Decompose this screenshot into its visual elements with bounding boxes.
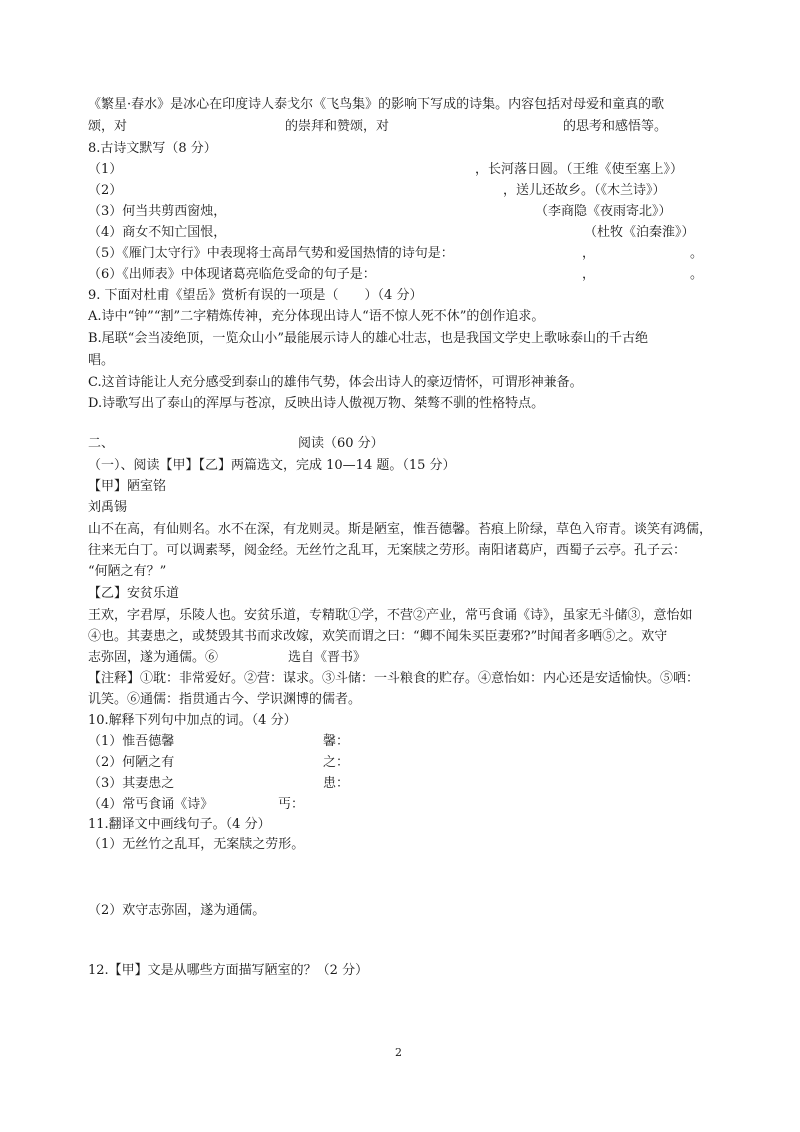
q9-option-d: D.诗歌写出了泰山的浑厚与苍凉，反映出诗人傲视万物、桀骜不驯的性格特点。: [88, 396, 545, 411]
q9-option-b-line2: 唱。: [88, 353, 115, 368]
q9-option-b-line1: B.尾联“会当凌绝顶，一览众山小”最能展示诗人的雄心壮志，也是我国文学史上歌咏泰山的千古绝: [88, 331, 648, 346]
q8-item-3-right: （李商隐《夜雨寄北》）: [535, 204, 672, 219]
intro-line-2c: 的思考和感悟等。: [563, 119, 668, 134]
jia-text-line3: “何陋之有？”: [88, 564, 167, 579]
q10-item-2: （2）何陋之有: [88, 755, 175, 770]
q9-option-a: A.诗中“钟”“割”二字精炼传神，充分体现出诗人“语不惊人死不休”的创作追求。: [88, 309, 545, 324]
q8-item-4-left: （4）商女不知亡国恨，: [88, 225, 227, 240]
yi-text-line3: 志弥固，遂为通儒。⑥: [88, 650, 219, 665]
q10-answer-1-label: 馨：: [323, 734, 350, 749]
yi-title: 【乙】安贫乐道: [88, 586, 180, 601]
q10-item-3: （3）其妻患之: [88, 776, 175, 791]
yi-source: 选自《晋书》: [288, 650, 367, 665]
q8-title: 8.古诗文默写（8 分）: [88, 141, 217, 156]
q9-option-c: C.这首诗能让人充分感受到泰山的雄伟气势，体会出诗人的豪迈情怀，可谓形神兼备。: [88, 375, 583, 390]
q10-answer-4-label: 丐：: [278, 797, 305, 812]
intro-line-2b: 的崇拜和赞颂，对: [285, 119, 390, 134]
page-number: 2: [395, 1046, 402, 1059]
q8-item-2-num: （2）: [88, 183, 123, 198]
q8-item-6-comma: ，: [582, 267, 596, 282]
q11-title: 11.翻译文中画线句子。（4 分）: [88, 817, 271, 832]
yi-text-line1: 王欢，字君厚，乐陵人也。安贫乐道，专精耽①学，不营②产业，常丐食诵《诗》，虽家无斗储③，意怡如: [88, 608, 693, 623]
yi-text-line2: ④也。其妻患之，或焚毁其书而求改嫁，欢笑而谓之曰：“卿不闻朱买臣妻邪?”时闻者多哂⑤之。欢守: [88, 629, 668, 644]
q10-title: 10.解释下列句中加点的词。（4 分）: [88, 713, 297, 728]
q10-item-1: （1）惟吾德馨: [88, 734, 175, 749]
section-2-number: 二、: [88, 436, 115, 451]
jia-text-line2: 往来无白丁。可以调素琴，阅金经。无丝竹之乱耳，无案牍之劳形。南阳诸葛庐，西蜀子云亭。孔子云：: [88, 543, 687, 558]
intro-line-2a: 颂，对: [88, 119, 128, 134]
q10-answer-3-label: 患：: [323, 776, 350, 791]
jia-text-line1: 山不在高，有仙则名。水不在深，有龙则灵。斯是陋室，惟吾德馨。苔痕上阶绿，草色入帘青。谈笑有鸿儒，: [88, 522, 713, 537]
q8-item-1-text: ，长河落日圆。（王维《使至塞上》）: [475, 162, 684, 177]
q8-item-5-comma: ，: [582, 246, 596, 261]
q9-title: 9. 下面对杜甫《望岳》赏析有误的一项是（ ）（4 分）: [88, 288, 423, 303]
q10-answer-2-label: 之：: [323, 755, 350, 770]
section-2-title: 阅读（60 分）: [298, 436, 384, 451]
q8-item-5-left: （5）《雁门太守行》中表现将士高昂气势和爱国热情的诗句是：: [88, 246, 454, 261]
q8-item-6-end: 。: [690, 267, 704, 282]
jia-author: 刘禹锡: [88, 500, 128, 515]
q8-item-3-left: （3）何当共剪西窗烛，: [88, 204, 227, 219]
q8-item-1-num: （1）: [88, 162, 123, 177]
q8-item-4-right: （杜牧《泊秦淮》）: [584, 225, 695, 240]
jia-title: 【甲】陋室铭: [88, 479, 167, 494]
q11-sentence-1: （1）无丝竹之乱耳，无案牍之劳形。: [88, 837, 305, 852]
notes-line1: 【注释】①耽：非常爱好。②营：谋求。③斗储：一斗粮食的贮存。④意怡如：内心还是安适愉快。⑤哂：: [88, 671, 700, 686]
q10-item-4: （4）常丐食诵《诗》: [88, 797, 214, 812]
notes-line2: 讥笑。⑥通儒：指贯通古今、学识渊博的儒者。: [88, 692, 362, 707]
intro-line-1: 《繁星·春水》是冰心在印度诗人泰戈尔《飞鸟集》的影响下写成的诗集。内容包括对母爱和童真的歌: [88, 97, 665, 112]
q11-sentence-2: （2）欢守志弥固，遂为通儒。: [88, 903, 266, 918]
q8-item-5-end: 。: [690, 246, 704, 261]
q8-item-6-left: （6）《出师表》中体现诸葛亮临危受命的句子是：: [88, 267, 376, 282]
q12-title: 12.【甲】文是从哪些方面描写陋室的？（2 分）: [88, 963, 369, 978]
q8-item-2-text: ，送儿还故乡。（《木兰诗》）: [503, 183, 666, 198]
reading-instruction: （一）、阅读【甲】【乙】两篇选文，完成 10—14 题。（15 分）: [88, 458, 456, 473]
